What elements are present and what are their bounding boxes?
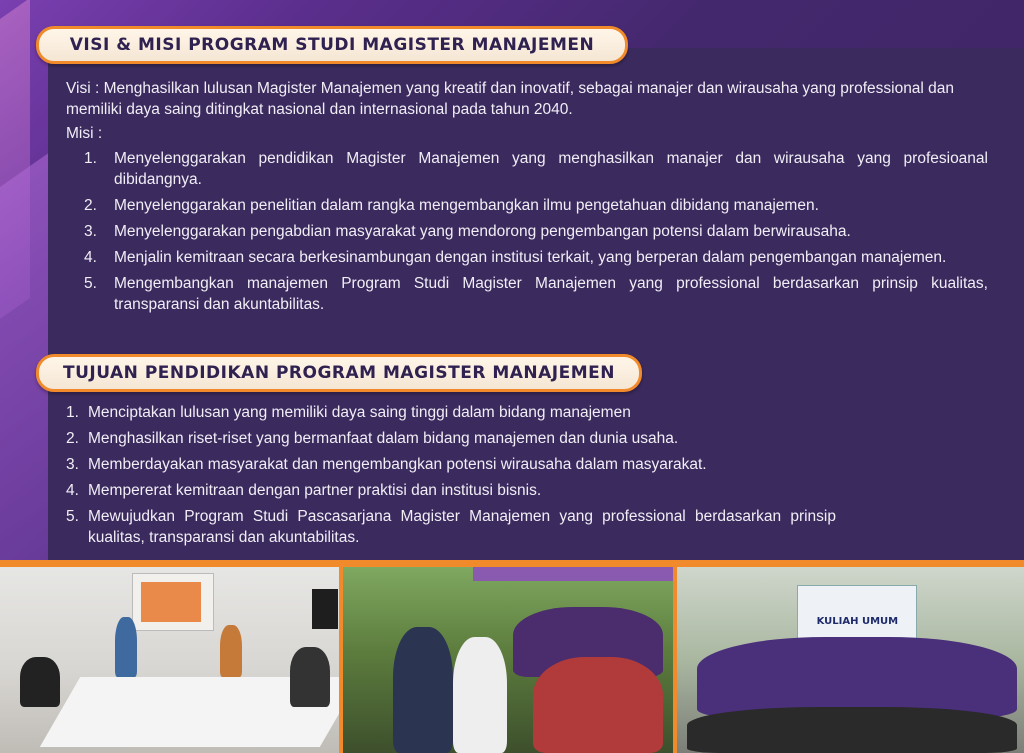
projector-screen (132, 573, 214, 631)
list-text: Menjalin kemitraan secara berkesinambungan dengan institusi terkait, yang berperan dalam pengembangan manajemen. (114, 249, 947, 266)
tujuan-list (66, 402, 836, 553)
visi-text: Visi : Menghasilkan lulusan Magister Manajemen yang kreatif dan inovatif, sebagai manajer dan wirausaha yang professional dan memiliki daya saing ditingkat nasional dan internasional pada tahun 2040. (66, 80, 955, 118)
person-figure (453, 637, 507, 753)
list-item (66, 506, 836, 548)
list-item (66, 402, 836, 423)
person-figure (533, 657, 663, 753)
list-text: Menghasilkan riset-riset yang bermanfaat dalam bidang manajemen dan dunia usaha. (88, 430, 679, 447)
photo-classroom (0, 567, 339, 753)
list-number: 4. (66, 482, 79, 499)
list-item (84, 273, 988, 315)
tujuan-heading: TUJUAN PENDIDIKAN PROGRAM MAGISTER MANAJEMEN (36, 354, 642, 392)
list-item (66, 428, 836, 449)
list-number: 5. (66, 508, 79, 525)
orange-divider (0, 560, 1024, 567)
tv-monitor (312, 589, 338, 629)
list-number: 2. (66, 430, 79, 447)
list-number: 1. (84, 150, 97, 167)
list-item (84, 221, 988, 242)
person-figure (697, 637, 1017, 717)
misi-list (84, 148, 988, 320)
list-text: Menyelenggarakan pengabdian masyarakat yang mendorong pengembangan potensi dalam berwirausaha. (114, 223, 851, 240)
person-figure (290, 647, 330, 707)
list-number: 2. (84, 197, 97, 214)
list-number: 3. (84, 223, 97, 240)
photo-kuliah-umum (677, 567, 1024, 753)
list-text: Menyelenggarakan penelitian dalam rangka mengembangkan ilmu pengetahuan dibidang manajemen. (114, 197, 819, 214)
person-figure (20, 657, 60, 707)
photo-strip (0, 567, 1024, 753)
list-item (84, 195, 988, 216)
person-figure (220, 625, 242, 677)
list-number: 3. (66, 456, 79, 473)
list-text: Mewujudkan Program Studi Pascasarjana Magister Manajemen yang professional berdasarkan prinsip kualitas, transparansi dan akuntabilitas. (88, 508, 836, 546)
misi-label: Misi : (66, 125, 103, 142)
list-item (66, 480, 836, 501)
person-figure (393, 627, 453, 753)
person-figure (115, 617, 137, 677)
tent-roof (473, 567, 673, 581)
list-number: 1. (66, 404, 79, 421)
list-text: Memberdayakan masyarakat dan mengembangkan potensi wirausaha dalam masyarakat. (88, 456, 707, 473)
list-text: Mengembangkan manajemen Program Studi Magister Manajemen yang professional berdasarkan prinsip kualitas, transparansi dan akuntabilitas. (114, 275, 988, 313)
visi-misi-heading: VISI & MISI PROGRAM STUDI MAGISTER MANAJEMEN (36, 26, 628, 64)
list-number: 5. (84, 275, 97, 292)
list-item (66, 454, 836, 475)
banner: KULIAH UMUM (797, 585, 917, 657)
person-figure (687, 707, 1017, 753)
photo-group-outdoor (343, 567, 674, 753)
list-item (84, 148, 988, 190)
list-text: Mempererat kemitraan dengan partner praktisi dan institusi bisnis. (88, 482, 542, 499)
list-number: 4. (84, 249, 97, 266)
list-item (84, 247, 988, 268)
list-text: Menyelenggarakan pendidikan Magister Manajemen yang menghasilkan manajer dan wirausaha yang profesioanal dibidangnya. (114, 150, 988, 188)
list-text: Menciptakan lulusan yang memiliki daya saing tinggi dalam bidang manajemen (88, 404, 631, 421)
